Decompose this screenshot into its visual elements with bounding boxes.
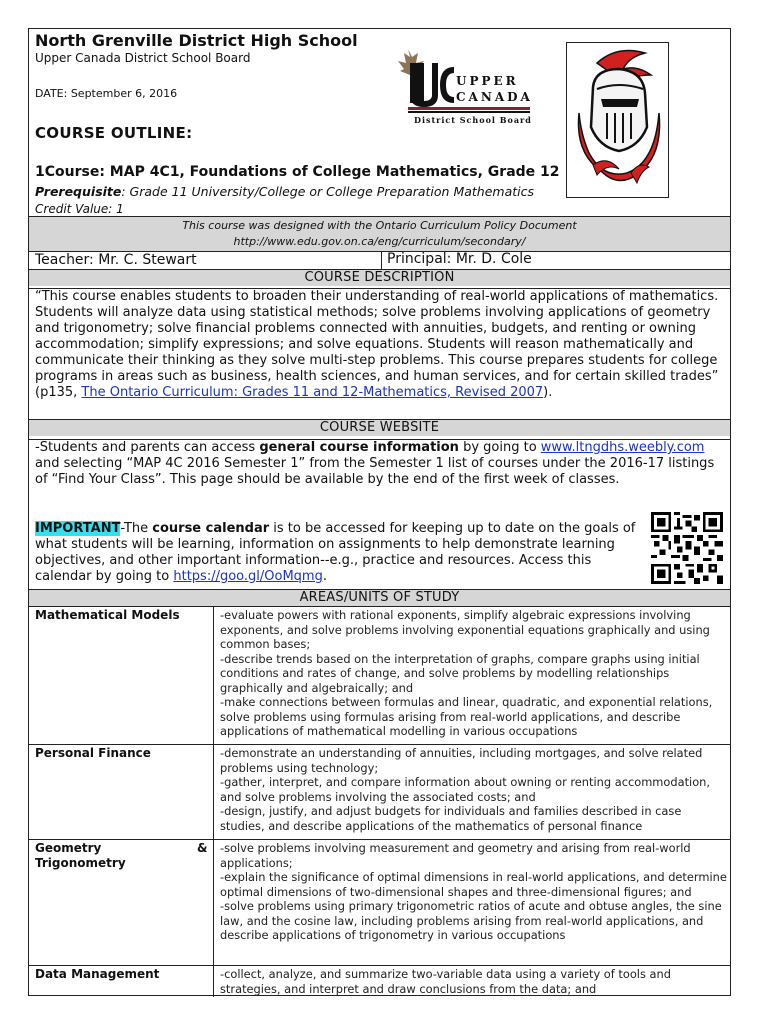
weebly-site-link[interactable]: www.ltngdhs.weebly.com bbox=[540, 440, 705, 455]
column-divider bbox=[213, 966, 214, 997]
header-block bbox=[29, 29, 730, 216]
website-text-b: by going to bbox=[458, 440, 541, 455]
area-row-geometry-trigonometry bbox=[29, 839, 730, 965]
description-tail: ). bbox=[543, 385, 553, 400]
course-outline-page bbox=[28, 28, 731, 996]
course-description-heading: COURSE DESCRIPTION bbox=[29, 269, 730, 286]
areas-heading: AREAS/UNITS OF STUDY bbox=[29, 589, 730, 606]
website-paragraph-1 bbox=[29, 439, 730, 488]
calendar-bold: course calendar bbox=[152, 521, 270, 536]
staff-row bbox=[29, 251, 730, 268]
calendar-link[interactable]: https://goo.gl/OoMqmg bbox=[173, 569, 323, 584]
curriculum-reference-band bbox=[29, 216, 730, 251]
important-highlight: IMPORTANT bbox=[35, 521, 121, 536]
course-title: 1Course: MAP 4C1, Foundations of College Mathematics, Grade 12 bbox=[35, 164, 560, 180]
calendar-text-c: . bbox=[322, 569, 327, 584]
logo-text-canada: CANADA bbox=[456, 90, 532, 104]
logo-text-upper: UPPER bbox=[456, 74, 519, 88]
area-description: -solve problems involving measurement and geometry and arising from real-world applications; -explain the significance of optimal dimensions in real-world applications, and determine optimal dimensions of two-dimensional shapes and three-dimensional figures; and -solve problems using primary trigonometric ratios of acute and obtuse angles, the sine law, and the cosine law, including problems arising from real-world applications, and describe applications of trigonometry in various occupations bbox=[220, 841, 727, 942]
logo-text-board: District School Board bbox=[414, 115, 532, 125]
course-outline-title: COURSE OUTLINE: bbox=[35, 124, 193, 142]
area-row-personal-finance bbox=[29, 744, 730, 839]
column-divider bbox=[213, 607, 214, 744]
website-paragraph-2 bbox=[35, 521, 641, 585]
prerequisite-label: Prerequisite bbox=[35, 184, 122, 199]
area-description: -evaluate powers with rational exponents, simplify algebraic expressions involving exponents, and solve problems involving exponential equations graphically and using common bases; -describe trends based on the interpretation of graphs, compare graphs using initial conditions and rates of change, and solve problems by modelling relationships graphically and algebraically; and -make connections between formulas and linear, quadratic, and exponential relations, solve problems using formulas arising from real-world applications, and describe applications of mathematical modelling in various occupations bbox=[220, 608, 713, 738]
teacher-name: Teacher: Mr. C. Stewart bbox=[35, 252, 197, 268]
curriculum-url: http://www.edu.gov.on.ca/eng/curriculum/secondary/ bbox=[233, 235, 526, 248]
area-row-data-management bbox=[29, 965, 730, 997]
ucdsb-logo bbox=[396, 45, 532, 129]
area-label-ampersand: & bbox=[197, 841, 208, 855]
area-label: Data Management bbox=[35, 967, 160, 981]
qr-code bbox=[651, 512, 723, 584]
website-text-a: -Students and parents can access bbox=[35, 440, 260, 455]
area-row-mathematical-models bbox=[29, 606, 730, 744]
column-divider bbox=[213, 840, 214, 965]
area-label: Mathematical Models bbox=[35, 608, 180, 622]
area-label: Personal Finance bbox=[35, 746, 151, 760]
course-description-body bbox=[29, 288, 730, 420]
knight-mascot-logo bbox=[566, 42, 669, 198]
board-name: Upper Canada District School Board bbox=[35, 51, 251, 65]
area-label: Geometry Trigonometry bbox=[35, 841, 126, 870]
prerequisite-line bbox=[35, 184, 534, 199]
website-bold-general-info: general course information bbox=[259, 440, 459, 455]
prerequisite-text: : Grade 11 University/College or College Preparation Mathematics bbox=[121, 184, 535, 199]
curriculum-document-link[interactable]: The Ontario Curriculum: Grades 11 and 12-Mathematics, Revised 2007 bbox=[81, 385, 544, 400]
curriculum-line-1: This course was designed with the Ontario Curriculum Policy Document bbox=[182, 219, 577, 232]
course-website-heading: COURSE WEBSITE bbox=[29, 419, 730, 436]
area-description: -collect, analyze, and summarize two-variable data using a variety of tools and strategies, and interpret and draw conclusions from the data; and bbox=[220, 967, 671, 996]
calendar-text-b: is to be accessed for keeping up to date on the goals of what students will be learning, information on assignments to help demonstrate learning objectives, and other important information--e.g., practice and resources. Access this calendar by going to bbox=[35, 521, 636, 584]
school-name: North Grenville District High School bbox=[35, 31, 358, 50]
description-text: “This course enables students to broaden their understanding of real-world applications of mathematics. Students will analyze data using statistical methods; solve problems involving applications of geometry and trigonometry; solve financial problems connected with annuities, budgets, and renting or owning accommodation; simplify expressions; and solve equations. Students will reason mathematically and communicate their thinking as they solve multi-step problems. This course prepares students for college programs in areas such as business, health sciences, and human services, and for certain skilled trades” (p135, bbox=[35, 289, 719, 400]
credit-value: Credit Value: 1 bbox=[35, 202, 124, 216]
date-line: DATE: September 6, 2016 bbox=[35, 87, 178, 100]
principal-name: Principal: Mr. D. Cole bbox=[381, 251, 532, 269]
area-description: -demonstrate an understanding of annuities, including mortgages, and solve related problems using technology; -gather, interpret, and compare information about owning or renting accommodation, and solve problems involving the associated costs; and -design, justify, and adjust budgets for individuals and families described in case studies, and describe applications of the mathematics of personal finance bbox=[220, 746, 711, 833]
website-text-c: and selecting “MAP 4C 2016 Semester 1” from the Semester 1 list of courses under the 2016-17 listings of “Find Your Class”. This page should be available by the end of the first week of classes. bbox=[35, 456, 715, 487]
column-divider bbox=[213, 745, 214, 839]
calendar-text-a: -The bbox=[120, 521, 153, 536]
